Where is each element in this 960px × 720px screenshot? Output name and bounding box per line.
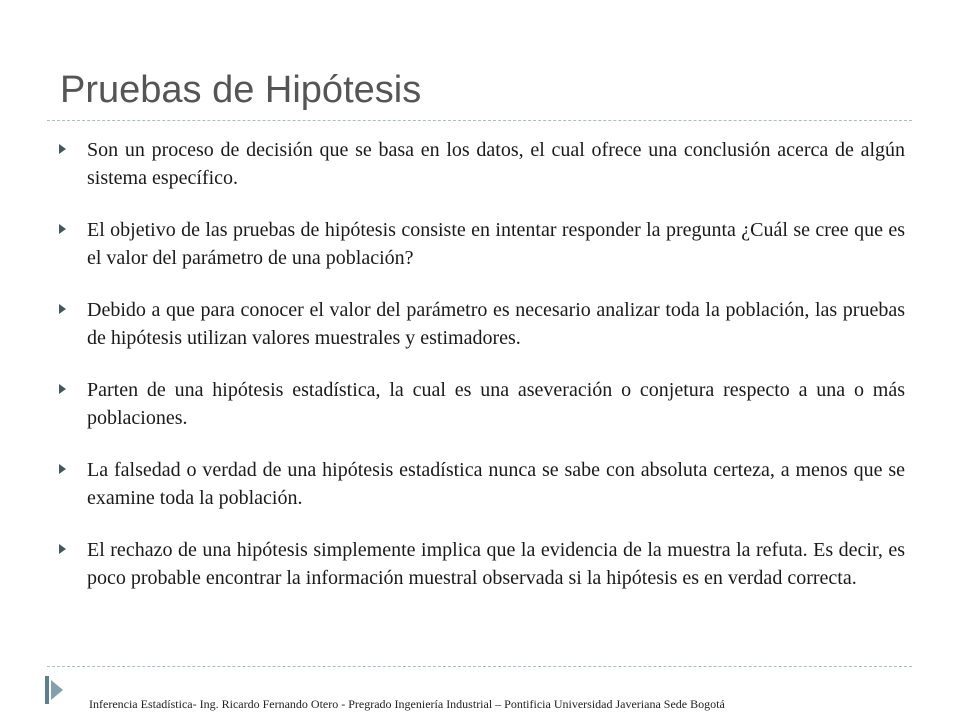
footer-divider	[47, 666, 912, 667]
bullet-arrow-icon	[59, 464, 66, 474]
bullet-item	[58, 136, 905, 192]
bullet-text: El rechazo de una hipótesis simplemente implica que la evidencia de la muestra la refuta. Es decir, es poco probable encontrar la información muestral observada si la hipótesis es en verdad correcta.	[87, 539, 905, 589]
footer-accent-icon	[51, 680, 63, 700]
bullet-item	[58, 536, 905, 592]
bullet-arrow-icon	[59, 144, 66, 154]
bullet-text: Debido a que para conocer el valor del parámetro es necesario analizar toda la población, las pruebas de hipótesis utilizan valores muestrales y estimadores.	[87, 299, 905, 349]
bullet-arrow-icon	[59, 544, 66, 554]
title-divider	[47, 120, 912, 121]
bullet-list	[58, 136, 905, 592]
bullet-text: El objetivo de las pruebas de hipótesis consiste en intentar responder la pregunta ¿Cuál se cree que es el valor del parámetro de una población?	[87, 219, 905, 269]
bullet-item	[58, 216, 905, 272]
footer-accent-bar	[45, 676, 49, 704]
slide-title: Pruebas de Hipótesis	[60, 69, 422, 111]
slide-footer: Inferencia Estadística- Ing. Ricardo Fernando Otero - Pregrado Ingeniería Industrial – Pontificia Universidad Javeriana Sede Bogotá	[89, 697, 725, 711]
bullet-text: Son un proceso de decisión que se basa en los datos, el cual ofrece una conclusión acerca de algún sistema específico.	[87, 139, 905, 189]
bullet-item	[58, 456, 905, 512]
bullet-item	[58, 376, 905, 432]
bullet-item	[58, 296, 905, 352]
bullet-text: Parten de una hipótesis estadística, la cual es una aseveración o conjetura respecto a una o más poblaciones.	[87, 379, 905, 429]
bullet-text: La falsedad o verdad de una hipótesis estadística nunca se sabe con absoluta certeza, a menos que se examine toda la población.	[87, 459, 905, 509]
bullet-arrow-icon	[59, 304, 66, 314]
bullet-arrow-icon	[59, 384, 66, 394]
bullet-arrow-icon	[59, 224, 66, 234]
